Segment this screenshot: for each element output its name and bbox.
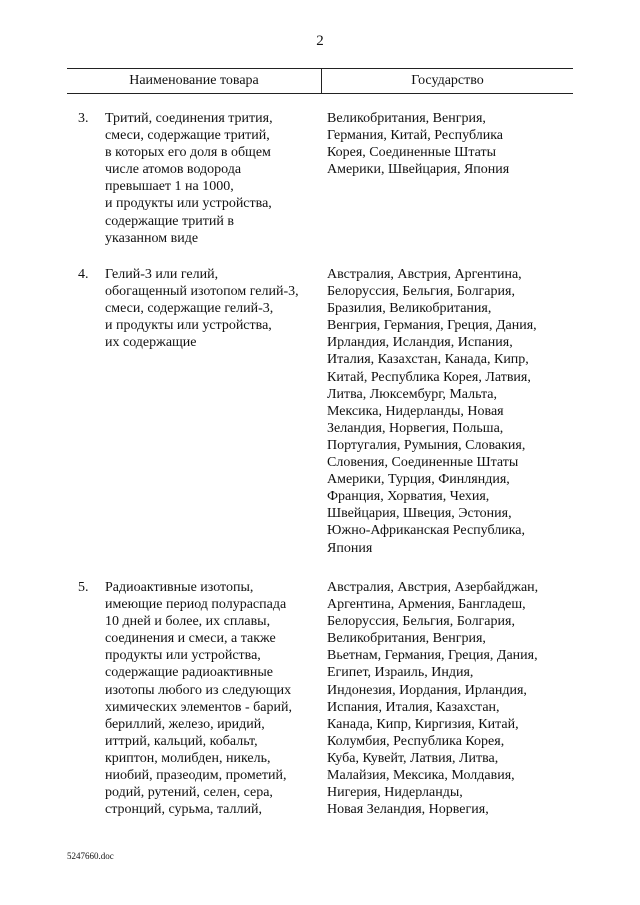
entry-number: 3. <box>78 111 89 126</box>
entry-goods: Тритий, соединения трития, смеси, содержащие тритий, в которых его доля в общем числе атомов водорода превышает 1 на 1000, и продукты или устройства, содержащие тритий в указанном виде <box>105 111 273 246</box>
footer-filename: 5247660.doc <box>67 851 114 861</box>
entry-number: 5. <box>78 580 89 595</box>
entry-goods: Гелий-3 или гелий, обогащенный изотопом гелий-3, смеси, содержащие гелий-3, и продукты или устройства, их содержащие <box>105 267 299 351</box>
entry-states: Великобритания, Венгрия, Германия, Китай, Республика Корея, Соединенные Штаты Америки, Швейцария, Япония <box>327 111 510 178</box>
entry-states: Австралия, Австрия, Азербайджан, Аргентина, Армения, Бангладеш, Белоруссия, Бельгия, Болгария, Великобритания, Венгрия, Вьетнам, Германия, Греция, Дания, Египет, Израиль, Индия, Индонезия, Иордания, Ирландия, Испания, Италия, Казахстан, Канада, Кипр, Киргизия, Китай, Колумбия, Республика Корея, Куба, Кувейт, Латвия, Литва, Малайзия, Мексика, Молдавия, Нигерия, Нидерланды, Новая Зеландия, Норвегия, <box>327 580 539 818</box>
entry-goods: Радиоактивные изотопы, имеющие период полураспада 10 дней и более, их сплавы, соединения и смеси, а также продукты или устройства, содержащие радиоактивные изотопы любого из следующих химических элементов - барий, бериллий, железо, иридий, иттрий, кальций, кобальт, криптон, молибден, никель, ниобий, празеодим, прометий, родий, рутений, селен, сера, стронций, сурьма, таллий, <box>105 580 293 818</box>
entry-number: 4. <box>78 267 89 282</box>
page-number: 2 <box>316 33 324 49</box>
header-goods: Наименование товара <box>67 69 322 93</box>
table-header <box>67 68 573 94</box>
entry-states: Австралия, Австрия, Аргентина, Белоруссия, Бельгия, Болгария, Бразилия, Великобритания, Венгрия, Германия, Греция, Дания, Ирландия, Исландия, Испания, Италия, Казахстан, Канада, Кипр, Китай, Республика Корея, Латвия, Литва, Люксембург, Мальта, Мексика, Нидерланды, Новая Зеландия, Норвегия, Польша, Португалия, Румыния, Словакия, Словения, Соединенные Штаты Америки, Турция, Финляндия, Франция, Хорватия, Чехия, Швейцария, Швеция, Эстония, Южно-Африканская Республика, Япония <box>327 267 537 556</box>
header-states: Государство <box>411 73 484 88</box>
